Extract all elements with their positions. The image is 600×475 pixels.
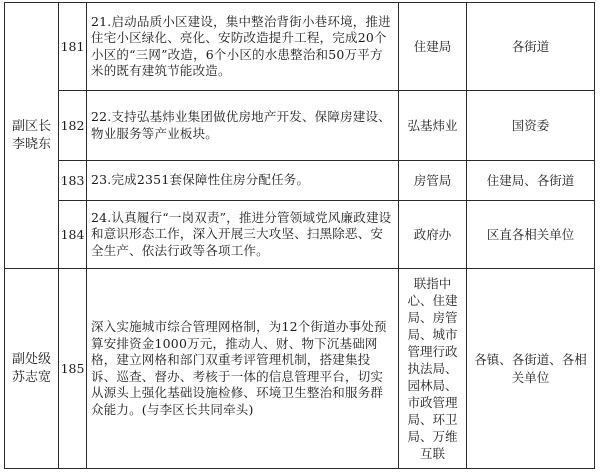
lead-cell-su-zhikuan <box>5 269 59 469</box>
lead-name: 副处级苏志宽 <box>11 351 51 385</box>
row-number: 181 <box>59 3 87 91</box>
table-row <box>5 3 595 91</box>
cooperating-unit: 区直各相关单位 <box>467 201 595 269</box>
row-number: 183 <box>59 161 87 201</box>
row-number: 182 <box>59 91 87 161</box>
task-content-text: 23.完成2351套保障性住房分配任务。 <box>91 172 310 188</box>
table-row <box>5 269 595 469</box>
task-content-text: 22.支持弘基炜业集团做优房地产开发、保障房建设、物业服务等产业板块。 <box>91 109 391 141</box>
responsible-unit: 联指中心、住建局、房管局、城市管理行政执法局、园林局、市政管理局、环卫局、万维互联 <box>399 269 467 469</box>
task-table <box>4 2 595 469</box>
cooperating-unit: 各镇、各街道、各相关单位 <box>467 269 595 469</box>
task-content <box>87 269 399 469</box>
task-content <box>87 91 399 161</box>
task-content-text: 24.认真履行“一岗双责”，推进分管领域党风廉政建设和意识形态工作，深入开展三大攻坚、扫黑除恶、安全生产、依法行政等各项工作。 <box>91 209 392 258</box>
lead-cell-li-xiaodong <box>5 3 59 269</box>
task-content <box>87 3 399 91</box>
cooperating-unit: 各街道 <box>467 3 595 91</box>
responsible-unit: 政府办 <box>399 201 467 269</box>
row-number: 185 <box>59 269 87 469</box>
responsible-unit: 住建局 <box>399 3 467 91</box>
task-content-text: 21.启动品质小区建设，集中整治背街小巷环境，推进住宅小区绿化、亮化、安防改造提升工程，完成20个小区的“三网”改造，6个小区的水患整治和50万平方米的既有建筑节能改造。 <box>91 13 391 78</box>
cooperating-unit: 住建局、各街道 <box>467 161 595 201</box>
cooperating-unit: 国资委 <box>467 91 595 161</box>
task-content <box>87 161 399 201</box>
task-content <box>87 201 399 269</box>
task-content-text: 深入实施城市综合管理网格制，为12个街道办事处预算安排资金1000万元，推动人、财、物下沉基础网格，建立网格和部门双重考评管理机制，搭建集投诉、巡查、督办、考核于一体的信息管理平台，切实从源头上强化基础设施检修、环境卫生整治和服务群众能力。(与李区长共同牵头) <box>91 319 387 417</box>
table-row <box>5 201 595 269</box>
lead-name: 副区长李晓东 <box>11 118 51 152</box>
responsible-unit: 房管局 <box>399 161 467 201</box>
table-row <box>5 161 595 201</box>
task-table-page <box>4 2 594 472</box>
row-number: 184 <box>59 201 87 269</box>
table-row <box>5 91 595 161</box>
responsible-unit: 弘基炜业 <box>399 91 467 161</box>
